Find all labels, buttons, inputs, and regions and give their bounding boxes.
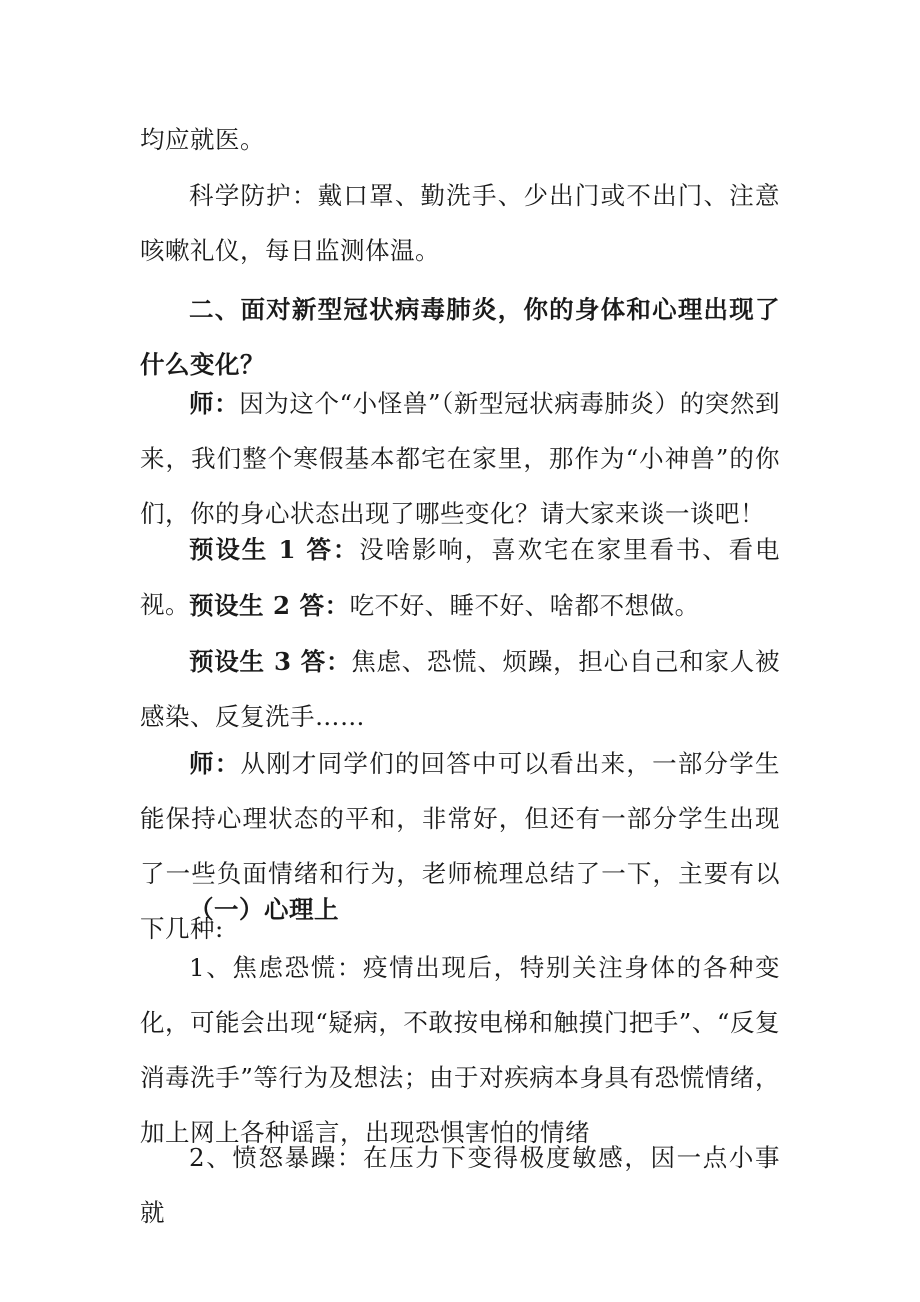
section-heading-two: 二、面对新型冠状病毒肺炎，你的身体和心理出现了什么变化？: [140, 295, 780, 379]
speaker-label-teacher: 师：: [189, 749, 241, 778]
speaker-text: 吃不好、睡不好、啥都不想做。: [349, 591, 700, 620]
speaker-text: 因为这个“小怪兽”（新型冠状病毒肺炎）的突然到来，我们整个寒假基本都宅在家里，那作为“小神兽”的你们，你的身心状态出现了哪些变化？请大家来谈一谈吧！: [140, 389, 780, 528]
speaker-label-student-1: 预设生 1 答：: [189, 535, 360, 564]
speaker-text: 从刚才同学们的回答中可以看出来，一部分学生能保持心理状态的平和，非常好，但还有一部分学生出现了一些负面情绪和行为，老师梳理总结了一下，主要有以下几种:: [140, 749, 781, 943]
paragraph-item-anger: 2、愤怒暴躁：在压力下变得极度敏感，因一点小事就: [140, 1143, 780, 1227]
speaker-label-teacher: 师：: [189, 389, 240, 418]
paragraph-answer-2: [140, 578, 780, 633]
paragraph-protection: 科学防护：戴口罩、勤洗手、少出门或不出门、注意咳嗽礼仪，每日监测体温。: [140, 181, 780, 265]
speaker-label-student-3: 预设生 3 答：: [189, 647, 352, 676]
paragraph-answer-3: [140, 634, 780, 744]
subsection-heading-psychology: （一）心理上: [189, 895, 339, 924]
speaker-text: 焦虑、恐慌、烦躁，担心自己和家人被感染、反复洗手……: [140, 647, 780, 731]
paragraph-continuation: 均应就医。: [140, 125, 265, 154]
paragraph-teacher-question: [140, 376, 780, 541]
speaker-label-student-2: 预设生 2 答：: [189, 591, 350, 620]
speaker-text: 没啥影响，喜欢宅在家里看书、看电视。: [140, 535, 781, 619]
paragraph-item-anxiety: 1、焦虑恐慌：疫情出现后，特别关注身体的各种变化，可能会出现“疑病，不敢按电梯和触摸门把手”、“反复消毒洗手”等行为及想法；由于对疾病本身具有恐慌情绪，加上网上各种谣言，出现恐惧害怕的情绪: [140, 953, 780, 1147]
